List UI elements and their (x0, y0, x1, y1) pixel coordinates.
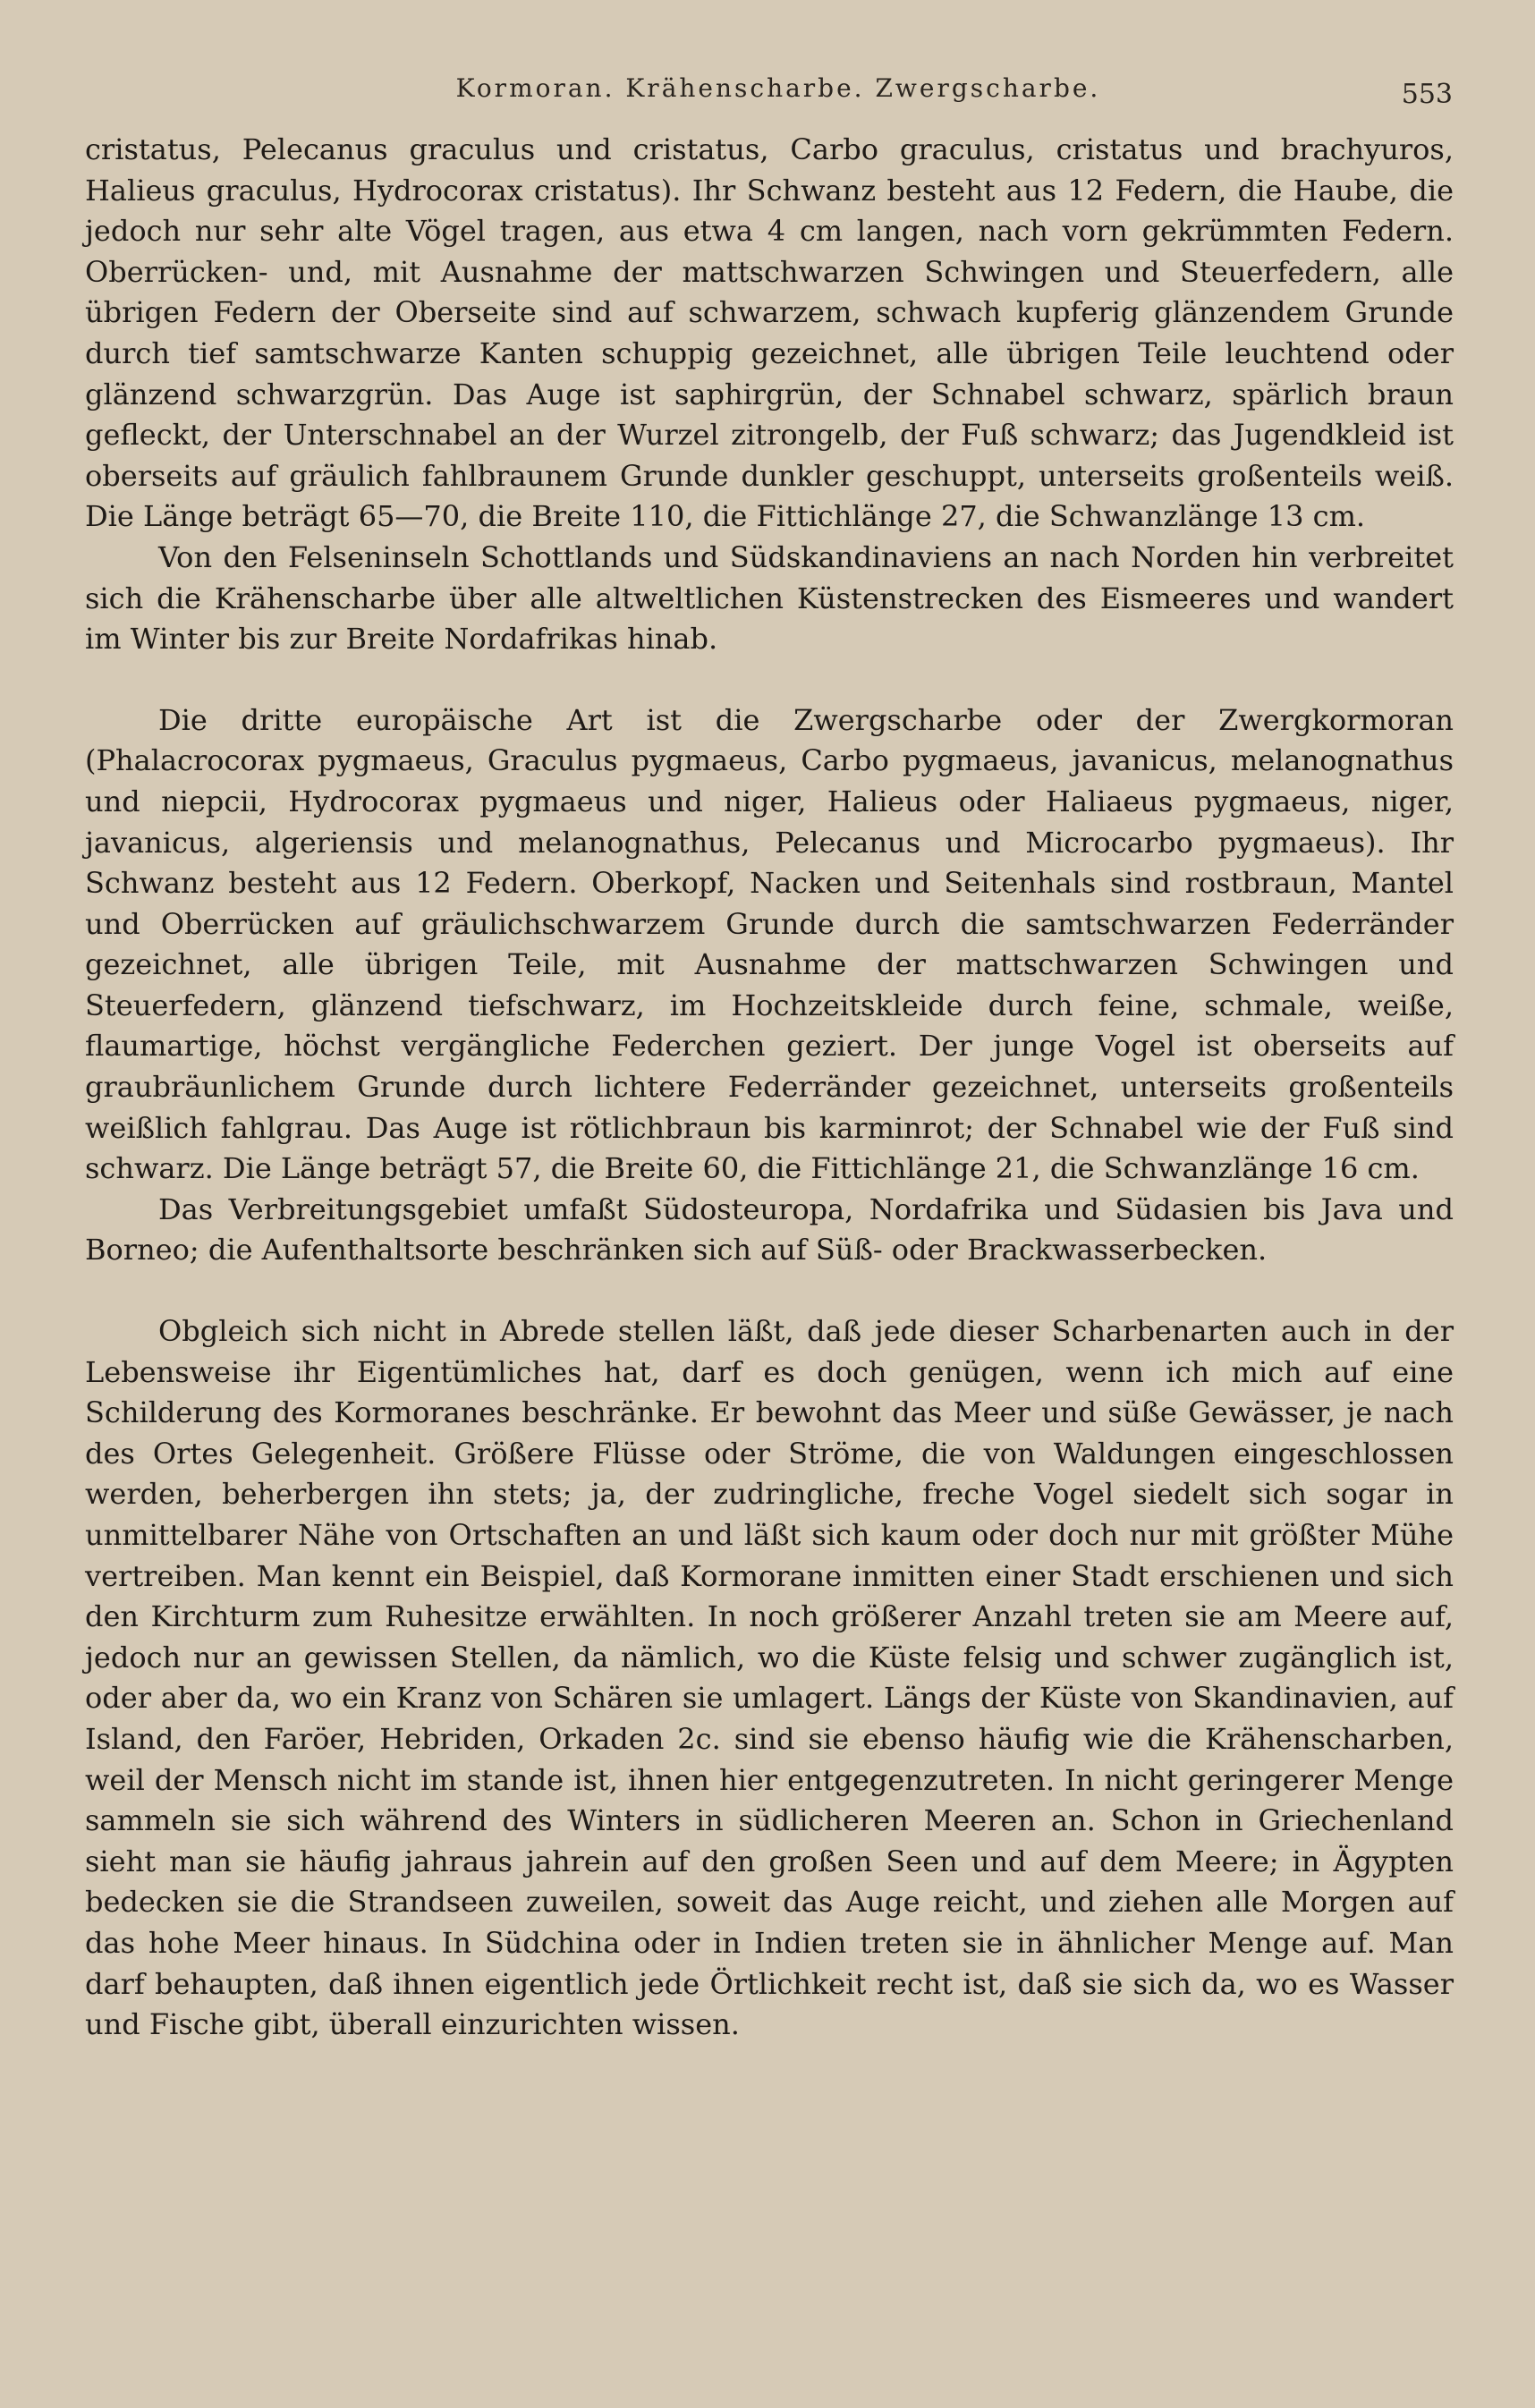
paragraph-continued-description: cristatus, Pelecanus graculus und cristatus, Carbo graculus, cristatus und brachyuros, Halieus graculus, Hydrocorax cristatus). Ihr Schwanz besteht aus 12 Federn, die Haube, die jedoch nur sehr alte Vögel tragen, aus etwa 4 cm langen, nach vorn gekrümmten Federn. Oberrücken- und, mit Ausnahme der mattschwarzen Schwingen und Steuerfedern, alle übrigen Federn der Oberseite sind auf schwarzem, schwach kupferig glänzendem Grunde durch tief samtschwarze Kanten schuppig gezeichnet, alle übrigen Teile leuchtend oder glänzend schwarzgrün. Das Auge ist saphirgrün, der Schnabel schwarz, spärlich braun gefleckt, der Unterschnabel an der Wurzel zitrongelb, der Fuß schwarz; das Jugendkleid ist oberseits auf gräulich fahlbraunem Grunde dunkler geschuppt, unterseits großenteils weiß. Die Länge beträgt 65—70, die Breite 110, die Fittichlänge 27, die Schwanzlänge 13 cm. (85, 132, 1454, 534)
body-text (85, 130, 1454, 2046)
paragraph-kormoran-lebensweise: Obgleich sich nicht in Abrede stellen läßt, daß jede dieser Scharbenarten auch in der Lebensweise ihr Eigentümliches hat, darf es doch genügen, wenn ich mich auf eine Schilderung des Kormoranes beschränke. Er bewohnt das Meer und süße Gewässer, je nach des Ortes Gelegenheit. Größere Flüsse oder Ströme, die von Waldungen eingeschlossen werden, beherbergen ihn stets; ja, der zudringliche, freche Vogel siedelt sich sogar in unmittelbarer Nähe von Ortschaften an und läßt sich kaum oder doch nur mit größter Mühe vertreiben. Man kennt ein Beispiel, daß Kormorane inmitten einer Stadt erschienen und sich den Kirchturm zum Ruhesitze erwählten. In noch größerer Anzahl treten sie am Meere auf, jedoch nur an gewissen Stellen, da nämlich, wo die Küste felsig und schwer zugänglich ist, oder aber da, wo ein Kranz von Schären sie umlagert. Längs der Küste von Skandinavien, auf Island, den Faröer, Hebriden, Orkaden 2c. sind sie ebenso häufig wie die Krähenscharben, weil der Mensch nicht im stande ist, ihnen hier entgegenzutreten. In nicht geringerer Menge sammeln sie sich während des Winters in südlicheren Meeren an. Schon in Griechenland sieht man sie häufig jahraus jahrein auf den großen Seen und auf dem Meere; in Ägypten bedecken sie die Strandseen zuweilen, soweit das Auge reicht, und ziehen alle Morgen auf das hohe Meer hinaus. In Südchina oder in Indien treten sie in ähnlicher Menge auf. Man darf behaupten, daß ihnen eigentlich jede Örtlichkeit recht ist, daß sie sich da, wo es Wasser und Fische gibt, überall einzurichten wissen. (85, 1314, 1454, 2042)
paragraph-distribution-zwergscharbe: Das Verbreitungsgebiet umfaßt Südosteuropa, Nordafrika und Südasien bis Java und Borneo; die Aufenthaltsorte beschränken sich auf Süß- oder Brackwasserbecken. (85, 1191, 1454, 1268)
running-head (0, 73, 1535, 118)
running-title: Kormoran. Krähenscharbe. Zwergscharbe. (455, 73, 1101, 103)
paragraph-distribution-kraehenscharbe: Von den Felseninseln Schottlands und Südskandinaviens an nach Norden hin verbreitet sich die Krähenscharbe über alle altweltlichen Küstenstrecken des Eismeeres und wandert im Winter bis zur Breite Nordafrikas hinab. (85, 539, 1454, 657)
page-number: 553 (1401, 79, 1453, 110)
paragraph-zwergscharbe-description: Die dritte europäische Art ist die Zwergscharbe oder der Zwergkormoran (Phalacrocorax pygmaeus, Graculus pygmaeus, Carbo pygmaeus, javanicus, melanognathus und niepcii, Hydrocorax pygmaeus und niger, Halieus oder Haliaeus pygmaeus, niger, javanicus, algeriensis und melanognathus, Pelecanus und Microcarbo pygmaeus). Ihr Schwanz besteht aus 12 Federn. Oberkopf, Nacken und Seitenhals sind rostbraun, Mantel und Oberrücken auf gräulichschwarzem Grunde durch die samtschwarzen Federränder gezeichnet, alle übrigen Teile, mit Ausnahme der mattschwarzen Schwingen und Steuerfedern, glänzend tiefschwarz, im Hochzeitskleide durch feine, schmale, weiße, flaumartige, höchst vergängliche Federchen geziert. Der junge Vogel ist oberseits auf graubräunlichem Grunde durch lichtere Federränder gezeichnet, unterseits großenteils weißlich fahlgrau. Das Auge ist rötlichbraun bis karminrot; der Schnabel wie der Fuß sind schwarz. Die Länge beträgt 57, die Breite 60, die Fittichlänge 21, die Schwanzlänge 16 cm. (85, 702, 1454, 1186)
